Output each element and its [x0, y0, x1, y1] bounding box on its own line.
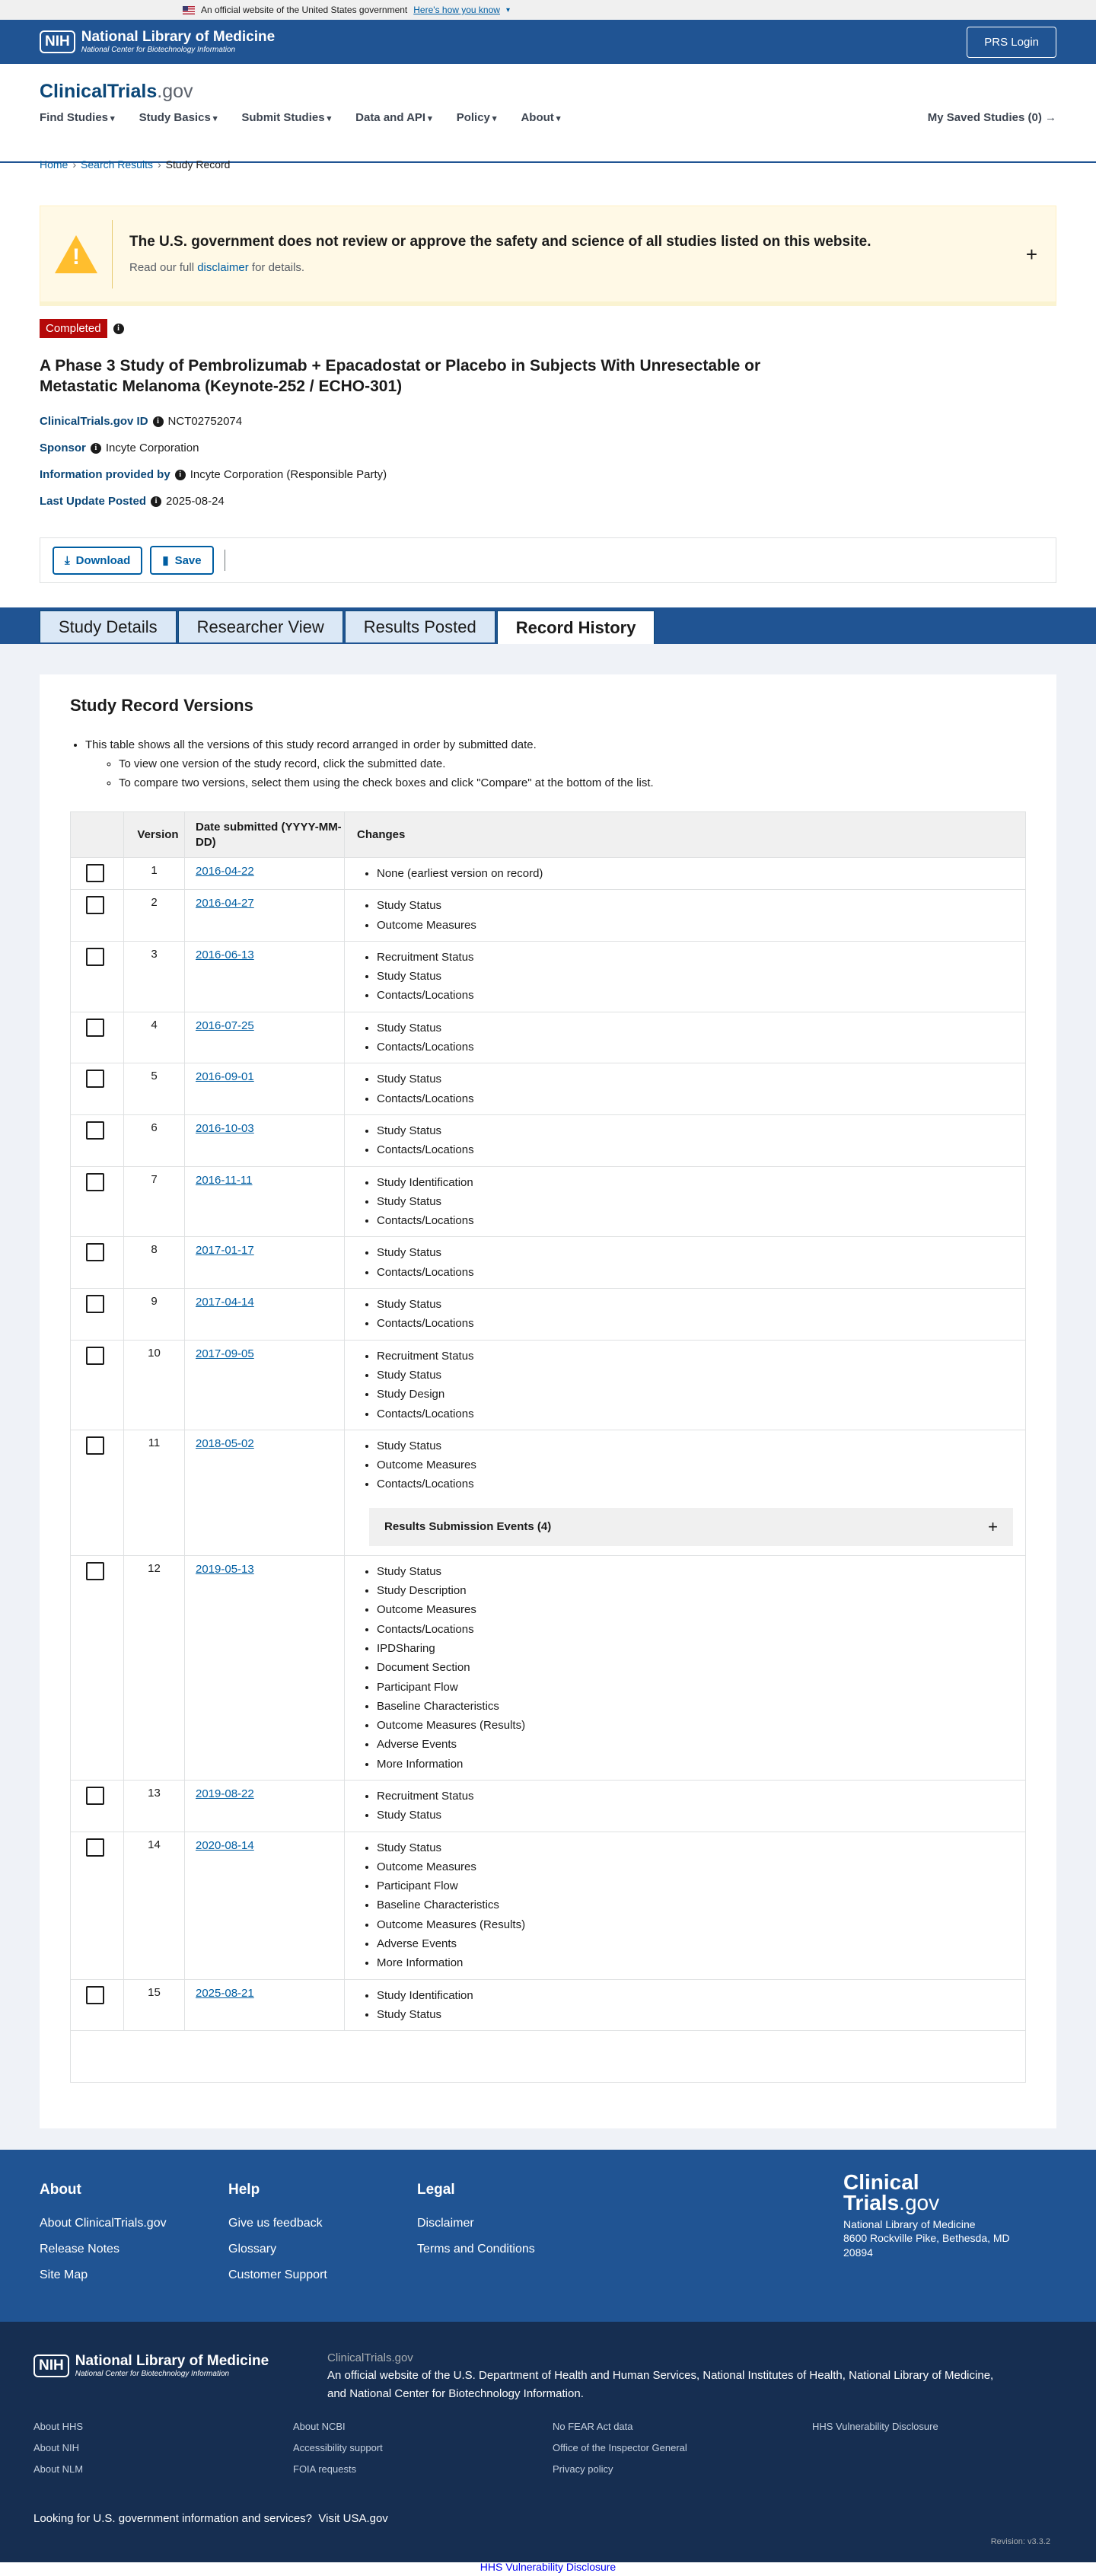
change-item: • Contacts/Locations	[377, 1314, 1025, 1333]
changes-cell	[345, 1115, 1025, 1166]
change-item: • Outcome Measures	[377, 1455, 1025, 1475]
table-row	[71, 1556, 1025, 1781]
version-date-link[interactable]: 2020-08-14	[196, 1838, 254, 1852]
version-checkbox[interactable]	[86, 896, 104, 914]
version-number: 2	[124, 890, 185, 941]
row-select-cell	[71, 1289, 124, 1340]
change-item: • Study Description	[377, 1581, 1025, 1600]
change-item: • Contacts/Locations	[377, 1211, 1025, 1230]
version-checkbox[interactable]	[86, 1986, 104, 2004]
changes-cell	[345, 942, 1025, 1012]
meta-sponsor-value: Incyte Corporation	[105, 442, 199, 454]
change-item: • Contacts/Locations	[377, 1140, 1025, 1159]
change-item: • Outcome Measures (Results)	[377, 1716, 1025, 1735]
version-checkbox[interactable]	[86, 1173, 104, 1191]
version-date-link[interactable]: 2016-10-03	[196, 1121, 254, 1135]
change-item: • Study Status	[377, 1295, 1025, 1314]
site-nav	[0, 64, 1096, 163]
date-cell	[185, 1167, 345, 1237]
nlm-link[interactable]: National Library of Medicine	[849, 2369, 991, 2383]
version-date-link[interactable]: 2017-04-14	[196, 1296, 254, 1309]
info-icon[interactable]: i	[151, 496, 161, 507]
row-select-cell	[71, 1980, 124, 2031]
plus-icon: +	[988, 1516, 998, 1536]
change-item: • Study Status	[377, 2005, 1025, 2024]
date-cell	[185, 1980, 345, 2031]
version-date-link[interactable]: 2016-04-27	[196, 897, 254, 910]
date-cell	[185, 1289, 345, 1340]
changes-cell	[345, 1167, 1025, 1237]
row-select-cell	[71, 1012, 124, 1063]
version-date-link[interactable]: 2025-08-21	[196, 1986, 254, 2000]
change-item: • Study Status	[377, 1243, 1025, 1262]
table-body	[71, 858, 1025, 2031]
version-checkbox[interactable]	[86, 948, 104, 966]
table-row	[71, 890, 1025, 942]
saved-studies-link[interactable]	[928, 111, 1056, 124]
change-item: • Outcome Measures	[377, 1857, 1025, 1876]
gov-banner	[0, 0, 1096, 20]
site-footer	[0, 2150, 1096, 2322]
footer-release-notes[interactable]: Release Notes	[40, 2243, 119, 2256]
breadcrumb-current: Study Record	[165, 158, 231, 171]
changes-cell	[345, 1289, 1025, 1340]
changes-cell	[345, 890, 1025, 941]
change-item: • Contacts/Locations	[377, 986, 1025, 1005]
about-ncbi-link[interactable]: About NCBI	[293, 2421, 346, 2432]
study-title: A Phase 3 Study of Pembrolizumab + Epacadostat or Placebo in Subjects With Unresectable or Metastatic Melanoma (Keynote-252 / ECHO-301)	[40, 357, 761, 395]
change-item: • Recruitment Status	[377, 1787, 1025, 1806]
row-select-cell	[71, 942, 124, 1012]
nav-submit-studies[interactable]: Submit Studies ▾	[241, 111, 331, 124]
chevron-right-icon: ›	[72, 158, 77, 171]
footer-about	[40, 2182, 167, 2294]
about-hhs-link[interactable]: About HHS	[33, 2421, 84, 2432]
about-nih-link[interactable]: About NIH	[33, 2442, 79, 2453]
accordion-label: Results Submission Events (4)	[384, 1520, 552, 1534]
table-row	[71, 1289, 1025, 1341]
footer-legal	[417, 2182, 535, 2268]
date-cell	[185, 1556, 345, 1780]
official-website-text: ClinicalTrials.gov An official website of the U.S. Department of Health and Human Services, National Institutes of Health, National Library of Medicine, and National Center for Biotechnology Information.	[327, 2349, 1043, 2402]
alert-pre: Read our full	[129, 261, 198, 274]
changes-cell	[345, 1781, 1025, 1832]
row-select-cell	[71, 1341, 124, 1430]
tab-study-details[interactable]: Study Details	[40, 611, 177, 642]
version-number: 10	[124, 1341, 185, 1430]
change-item: • Study Status	[377, 967, 1025, 986]
address-line-1: National Library of Medicine	[843, 2218, 976, 2231]
clinicaltrials-logo[interactable]	[40, 81, 193, 103]
record-history-card	[40, 674, 1056, 2128]
download-button[interactable]	[53, 547, 142, 575]
chevron-right-icon: ›	[157, 158, 161, 171]
nlm-header	[0, 20, 1096, 64]
history-intro	[70, 735, 654, 793]
footer-ct-label: ClinicalTrials.gov	[327, 2351, 413, 2364]
change-item: • Study Status	[377, 1070, 1025, 1089]
footer-address	[843, 2217, 1010, 2259]
row-select-cell	[71, 1063, 124, 1114]
changes-cell	[345, 1063, 1025, 1114]
us-flag-icon	[183, 6, 195, 14]
version-number: 12	[124, 1556, 185, 1780]
row-select-cell	[71, 1556, 124, 1780]
change-item: • Study Identification	[377, 1986, 1025, 2005]
version-checkbox[interactable]	[86, 1121, 104, 1140]
footer-logo[interactable]	[843, 2170, 1010, 2214]
version-date-link[interactable]: 2017-01-17	[196, 1244, 254, 1258]
address-line-3: 20894	[843, 2246, 873, 2259]
section-heading: Study Record Versions	[70, 696, 253, 715]
meta-provided-label: Information provided by	[40, 468, 170, 481]
nih-logo-icon: NIH	[40, 30, 75, 53]
footer-site-map[interactable]: Site Map	[40, 2268, 88, 2281]
empty-cell	[812, 2442, 1072, 2453]
download-label: Download	[75, 553, 131, 567]
footer-nlm-title: National Library of Medicine	[75, 2353, 269, 2369]
version-number: 9	[124, 1289, 185, 1340]
inspector-general-link[interactable]: Office of the Inspector General	[553, 2442, 687, 2453]
table-row	[71, 1115, 1025, 1167]
date-cell	[185, 942, 345, 1012]
footer-terms[interactable]: Terms and Conditions	[417, 2243, 535, 2256]
hhs-vulnerability-bottom-link[interactable]: HHS Vulnerability Disclosure	[480, 2561, 616, 2573]
table-row	[71, 1012, 1025, 1064]
change-item: • Study Status	[377, 896, 1025, 915]
change-item: • Study Status	[377, 1366, 1025, 1385]
version-checkbox[interactable]	[86, 1562, 104, 1580]
header-select	[71, 812, 124, 857]
breadcrumb	[40, 158, 230, 171]
change-item: • Contacts/Locations	[377, 1404, 1025, 1423]
version-date-link[interactable]: 2016-11-11	[196, 1173, 253, 1187]
table-row	[71, 858, 1025, 890]
row-select-cell	[71, 1430, 124, 1555]
meta-sponsor-label: Sponsor	[40, 442, 86, 454]
change-item: • Study Status	[377, 1121, 1025, 1140]
action-bar	[40, 537, 1056, 583]
privacy-link[interactable]: Privacy policy	[553, 2463, 613, 2475]
date-cell	[185, 1012, 345, 1063]
version-date-link[interactable]: 2016-07-25	[196, 1019, 254, 1032]
table-row	[71, 1063, 1025, 1115]
meta-provided-value: Incyte Corporation (Responsible Party)	[190, 468, 387, 481]
footer-glossary[interactable]: Glossary	[228, 2243, 277, 2256]
tab-record-history[interactable]: Record History	[497, 611, 655, 644]
version-number: 4	[124, 1012, 185, 1063]
change-item: • Contacts/Locations	[377, 1263, 1025, 1282]
row-select-cell	[71, 858, 124, 889]
date-cell	[185, 890, 345, 941]
empty-cell	[812, 2463, 1072, 2475]
version-date-link[interactable]: 2016-09-01	[196, 1070, 254, 1084]
date-cell	[185, 1237, 345, 1288]
change-item: • Contacts/Locations	[377, 1089, 1025, 1108]
footer-logo-1: Clinical	[843, 2170, 919, 2194]
address-line-2: 8600 Rockville Pike, Bethesda, MD	[843, 2232, 1010, 2245]
warning-icon	[55, 235, 97, 273]
status-badge: Completed	[40, 319, 107, 338]
breadcrumb-home[interactable]: Home	[40, 158, 68, 171]
change-item: • IPDSharing	[377, 1639, 1025, 1658]
version-number: 15	[124, 1980, 185, 2031]
version-date-link[interactable]: 2019-08-22	[196, 1787, 254, 1800]
gov-banner-text: An official website of the United States government	[201, 5, 408, 15]
change-item: • Study Identification	[377, 1173, 1025, 1192]
row-select-cell	[71, 1832, 124, 1979]
table-row	[71, 942, 1025, 1012]
ncbi-link[interactable]: National Center for Biotechnology Information	[349, 2386, 581, 2400]
footer-nlm-logo[interactable]	[33, 2354, 269, 2378]
change-item: • Baseline Characteristics	[377, 1895, 1025, 1914]
version-checkbox[interactable]	[86, 864, 104, 882]
row-select-cell	[71, 1781, 124, 1832]
version-date-link[interactable]: 2016-06-13	[196, 948, 254, 961]
meta-provided	[40, 468, 387, 481]
expand-plus-icon[interactable]: +	[1025, 243, 1037, 266]
usagov-line	[33, 2512, 388, 2525]
version-checkbox[interactable]	[86, 1019, 104, 1037]
version-number: 13	[124, 1781, 185, 1832]
alert-title: The U.S. government does not review or approve the safety and science of all studies listed on this website.	[129, 234, 871, 250]
changes-cell	[345, 858, 1025, 889]
arrow-right-icon: →	[1045, 111, 1056, 124]
tab-researcher-view[interactable]: Researcher View	[178, 611, 343, 642]
version-checkbox[interactable]	[86, 1787, 104, 1805]
version-checkbox[interactable]	[86, 1243, 104, 1261]
nav-policy[interactable]: Policy ▾	[457, 111, 497, 124]
version-number: 14	[124, 1832, 185, 1979]
changes-cell	[345, 1341, 1025, 1430]
version-date-link[interactable]: 2016-04-22	[196, 865, 254, 878]
tab-bar	[0, 607, 1096, 644]
table-row	[71, 1980, 1025, 2032]
table-row	[71, 1430, 1025, 1556]
version-number: 8	[124, 1237, 185, 1288]
change-item: • Study Status	[377, 1806, 1025, 1825]
change-item: • Document Section	[377, 1658, 1025, 1677]
change-item: • Outcome Measures	[377, 916, 1025, 935]
changes-cell	[345, 1012, 1025, 1063]
date-cell	[185, 1341, 345, 1430]
info-icon[interactable]: i	[175, 470, 186, 480]
change-item: • Recruitment Status	[377, 1347, 1025, 1366]
save-button[interactable]	[150, 546, 213, 575]
changes-cell	[345, 1980, 1025, 2031]
nav-find-studies[interactable]: Find Studies ▾	[40, 111, 115, 124]
footer-customer-support[interactable]: Customer Support	[228, 2268, 327, 2281]
change-item: • Study Status	[377, 1192, 1025, 1211]
main-nav	[40, 111, 560, 124]
version-number: 1	[124, 858, 185, 889]
changes-cell	[345, 1556, 1025, 1780]
nih-link[interactable]: National Institutes of Health	[703, 2369, 843, 2383]
nlm-subtitle: National Center for Biotechnology Information	[81, 45, 236, 54]
status-row	[40, 319, 124, 338]
disclaimer-alert	[40, 206, 1056, 306]
change-item: • Study Design	[377, 1385, 1025, 1404]
table-row	[71, 1167, 1025, 1238]
meta-updated-value: 2025-08-24	[166, 495, 225, 508]
footer-about-title: About	[40, 2182, 81, 2198]
change-item: • Baseline Characteristics	[377, 1697, 1025, 1716]
meta-id-value: NCT02752074	[167, 415, 243, 428]
disclaimer-link[interactable]: disclaimer	[197, 261, 249, 274]
official-pre: An official website of the	[327, 2369, 454, 2383]
footer-legal-title: Legal	[417, 2182, 455, 2198]
table-row	[71, 1781, 1025, 1832]
table-row	[71, 1832, 1025, 1980]
results-submission-accordion[interactable]	[369, 1508, 1013, 1546]
version-number: 7	[124, 1167, 185, 1237]
logo-main: ClinicalTrials	[40, 81, 158, 102]
prs-login-button[interactable]: PRS Login	[967, 27, 1056, 58]
row-select-cell	[71, 1237, 124, 1288]
row-select-cell	[71, 1167, 124, 1237]
changes-cell	[345, 1430, 1025, 1555]
date-cell	[185, 1430, 345, 1555]
heres-how-you-know-link[interactable]: Here's how you know	[413, 5, 500, 15]
breadcrumb-search-results[interactable]: Search Results	[81, 158, 153, 171]
change-item: • Contacts/Locations	[377, 1475, 1025, 1494]
row-select-cell	[71, 890, 124, 941]
change-item: • Adverse Events	[377, 1735, 1025, 1754]
no-fear-link[interactable]: No FEAR Act data	[553, 2421, 633, 2432]
nav-study-basics[interactable]: Study Basics ▾	[139, 111, 218, 124]
versions-table	[70, 811, 1026, 2083]
info-icon[interactable]: i	[91, 443, 101, 454]
change-item: • Recruitment Status	[377, 948, 1025, 967]
change-item: • Study Status	[377, 1562, 1025, 1581]
header-date: Date submitted (YYYY-MM-DD)	[185, 812, 345, 857]
version-checkbox[interactable]	[86, 1070, 104, 1088]
bookmark-icon: ▮	[162, 554, 169, 567]
nlm-logo[interactable]	[40, 30, 275, 54]
change-item: • Contacts/Locations	[377, 1620, 1025, 1639]
usagov-question: Looking for U.S. government information and services?	[33, 2512, 313, 2525]
nlm-title: National Library of Medicine	[81, 29, 276, 46]
table-row	[71, 1237, 1025, 1289]
meta-id-label: ClinicalTrials.gov ID	[40, 415, 148, 428]
change-item: • Adverse Events	[377, 1934, 1025, 1953]
footer-logo-2: Trials	[843, 2190, 900, 2214]
change-item: • Contacts/Locations	[377, 1038, 1025, 1057]
tab-results-posted[interactable]: Results Posted	[345, 611, 495, 642]
change-item: • More Information	[377, 1953, 1025, 1972]
revision-label: Revision: v3.3.2	[990, 2537, 1050, 2546]
logo-suffix: .gov	[157, 81, 193, 102]
version-date-link[interactable]: 2017-09-05	[196, 1347, 254, 1360]
version-number: 11	[124, 1430, 185, 1555]
version-checkbox[interactable]	[86, 1347, 104, 1365]
intro-view: ◦ To view one version of the study record, click the submitted date.	[119, 754, 654, 773]
date-cell	[185, 858, 345, 889]
and-text: and	[327, 2386, 350, 2400]
change-item: • Study Status	[377, 1019, 1025, 1038]
change-item: • Participant Flow	[377, 1678, 1025, 1697]
change-item: • Participant Flow	[377, 1876, 1025, 1895]
change-item: • Study Status	[377, 1436, 1025, 1455]
meta-updated	[40, 495, 225, 508]
about-nlm-link[interactable]: About NLM	[33, 2463, 84, 2475]
nav-data-api[interactable]: Data and API ▾	[355, 111, 432, 124]
changes-cell	[345, 1832, 1025, 1979]
version-number: 3	[124, 942, 185, 1012]
version-date-link[interactable]: 2019-05-13	[196, 1562, 254, 1576]
date-cell	[185, 1781, 345, 1832]
table-header	[71, 812, 1025, 858]
footer-help-title: Help	[228, 2182, 260, 2198]
footer-about-ct[interactable]: About ClinicalTrials.gov	[40, 2217, 167, 2230]
table-row	[71, 1341, 1025, 1430]
change-item: • Outcome Measures	[377, 1600, 1025, 1619]
agency-footer	[0, 2322, 1096, 2562]
info-icon[interactable]: i	[153, 416, 164, 427]
meta-updated-label: Last Update Posted	[40, 495, 147, 508]
hhs-link[interactable]: U.S. Department of Health and Human Services	[453, 2369, 696, 2383]
changes-cell	[345, 1237, 1025, 1288]
version-checkbox[interactable]	[86, 1838, 104, 1857]
footer-logo-3: .gov	[899, 2190, 940, 2214]
change-item: • None (earliest version on record)	[377, 864, 1025, 883]
bottom-disclosure	[0, 2561, 1096, 2573]
hhs-vulnerability-link[interactable]: HHS Vulnerability Disclosure	[812, 2421, 938, 2432]
date-cell	[185, 1063, 345, 1114]
foia-link[interactable]: FOIA requests	[293, 2463, 357, 2475]
download-icon: ⤓	[65, 553, 70, 567]
change-item: • Outcome Measures (Results)	[377, 1915, 1025, 1934]
version-date-link[interactable]: 2018-05-02	[196, 1436, 254, 1450]
footer-brand	[843, 2170, 1010, 2259]
nih-logo-icon: NIH	[33, 2354, 69, 2377]
version-checkbox[interactable]	[86, 1436, 104, 1455]
footer-feedback[interactable]: Give us feedback	[228, 2217, 323, 2230]
version-number: 5	[124, 1063, 185, 1114]
save-label: Save	[174, 553, 202, 567]
change-item: • Study Status	[377, 1838, 1025, 1857]
alert-text	[129, 261, 871, 274]
row-select-cell	[71, 1115, 124, 1166]
version-checkbox[interactable]	[86, 1295, 104, 1313]
chevron-down-icon: ▾	[505, 5, 510, 14]
alert-post: for details.	[248, 261, 305, 274]
meta-sponsor	[40, 442, 199, 454]
change-item: • More Information	[377, 1755, 1025, 1774]
date-cell	[185, 1115, 345, 1166]
footer-disclaimer[interactable]: Disclaimer	[417, 2217, 474, 2230]
nav-about[interactable]: About ▾	[521, 111, 560, 124]
footer-help	[228, 2182, 327, 2294]
saved-studies-label: My Saved Studies (0)	[927, 111, 1042, 124]
meta-id	[40, 415, 242, 428]
usagov-link[interactable]: Visit USA.gov	[318, 2512, 388, 2525]
intro-compare: ◦ To compare two versions, select them using the check boxes and click "Compare" at the bottom of the list.	[119, 773, 654, 792]
date-cell	[185, 1832, 345, 1979]
footer-links	[33, 2421, 1069, 2475]
footer-nlm-subtitle: National Center for Biotechnology Information	[75, 2369, 230, 2378]
accessibility-link[interactable]: Accessibility support	[293, 2442, 383, 2453]
header-changes: Changes	[357, 828, 406, 841]
info-icon[interactable]: i	[113, 324, 124, 334]
intro-text: • This table shows all the versions of this study record arranged in order by submitted date.	[85, 735, 654, 754]
header-version: Version	[124, 812, 185, 857]
version-number: 6	[124, 1115, 185, 1166]
